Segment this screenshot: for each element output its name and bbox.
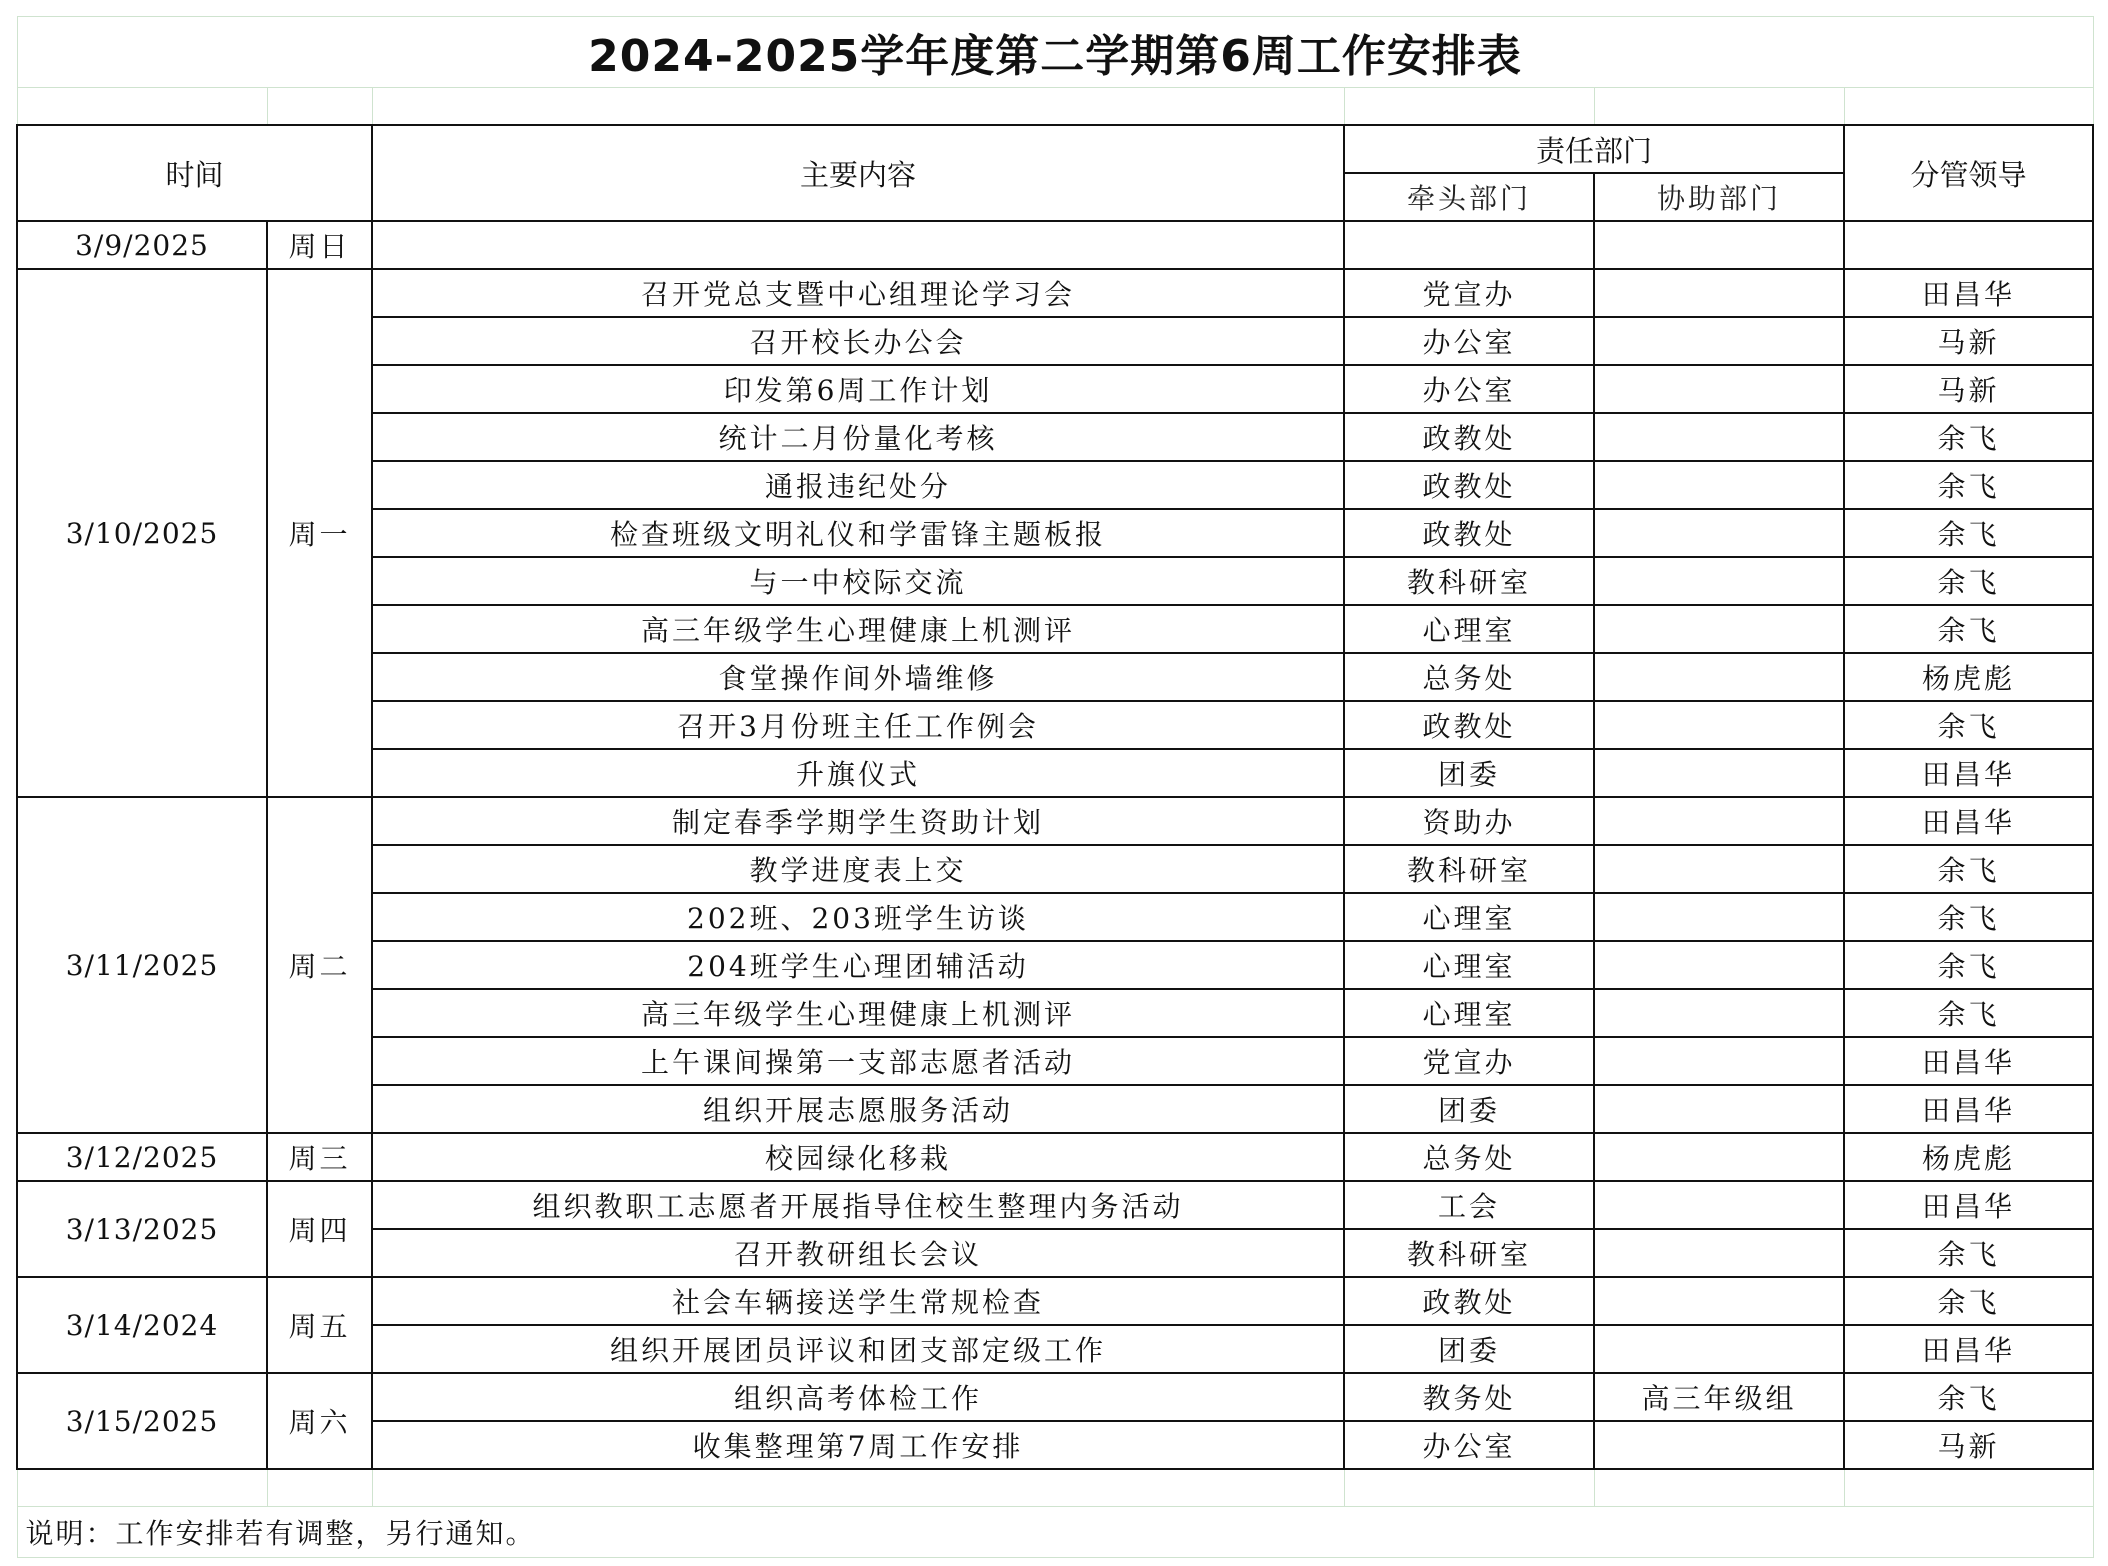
cell-date: 3/15/2025 <box>17 1373 267 1469</box>
cell-lead-dept: 教科研室 <box>1344 1229 1594 1277</box>
cell-content: 校园绿化移栽 <box>372 1133 1344 1181</box>
cell-leader: 余飞 <box>1844 605 2093 653</box>
title-row <box>17 17 2093 88</box>
cell-assist-dept <box>1594 1277 1844 1325</box>
cell-weekday: 周六 <box>267 1373 372 1469</box>
table-row <box>17 797 2093 845</box>
header-time: 时间 <box>17 125 372 221</box>
cell-lead-dept: 教务处 <box>1344 1373 1594 1421</box>
cell-leader <box>1844 221 2093 269</box>
cell-leader: 余飞 <box>1844 461 2093 509</box>
cell-content: 组织教职工志愿者开展指导住校生整理内务活动 <box>372 1181 1344 1229</box>
cell-leader: 田昌华 <box>1844 1037 2093 1085</box>
table-row <box>17 1277 2093 1325</box>
cell-lead-dept: 教科研室 <box>1344 557 1594 605</box>
cell-content: 组织开展志愿服务活动 <box>372 1085 1344 1133</box>
cell-content: 食堂操作间外墙维修 <box>372 653 1344 701</box>
header-content: 主要内容 <box>372 125 1344 221</box>
cell-leader: 田昌华 <box>1844 1181 2093 1229</box>
cell-content: 组织开展团员评议和团支部定级工作 <box>372 1325 1344 1373</box>
cell-content: 通报违纪处分 <box>372 461 1344 509</box>
cell-leader: 余飞 <box>1844 845 2093 893</box>
cell-content: 收集整理第7周工作安排 <box>372 1421 1344 1469</box>
cell-lead-dept: 团委 <box>1344 1325 1594 1373</box>
cell-leader: 马新 <box>1844 365 2093 413</box>
cell-lead-dept: 办公室 <box>1344 1421 1594 1469</box>
cell-content: 检查班级文明礼仪和学雷锋主题板报 <box>372 509 1344 557</box>
cell-assist-dept <box>1594 749 1844 797</box>
header-assist-dept: 协助部门 <box>1594 173 1844 221</box>
cell-assist-dept <box>1594 797 1844 845</box>
cell-assist-dept <box>1594 1229 1844 1277</box>
cell-assist-dept <box>1594 1133 1844 1181</box>
cell-assist-dept <box>1594 557 1844 605</box>
cell-content <box>372 221 1344 269</box>
cell-weekday: 周二 <box>267 797 372 1133</box>
table-row <box>17 221 2093 269</box>
cell-lead-dept: 党宣办 <box>1344 1037 1594 1085</box>
cell-leader: 余飞 <box>1844 1373 2093 1421</box>
cell-lead-dept <box>1344 221 1594 269</box>
cell-lead-dept: 团委 <box>1344 749 1594 797</box>
cell-leader: 余飞 <box>1844 941 2093 989</box>
cell-assist-dept <box>1594 653 1844 701</box>
cell-date: 3/9/2025 <box>17 221 267 269</box>
cell-content: 统计二月份量化考核 <box>372 413 1344 461</box>
cell-assist-dept <box>1594 989 1844 1037</box>
cell-leader: 马新 <box>1844 317 2093 365</box>
cell-content: 教学进度表上交 <box>372 845 1344 893</box>
cell-content: 高三年级学生心理健康上机测评 <box>372 605 1344 653</box>
cell-content: 组织高考体检工作 <box>372 1373 1344 1421</box>
cell-leader: 余飞 <box>1844 1229 2093 1277</box>
cell-lead-dept: 总务处 <box>1344 1133 1594 1181</box>
cell-leader: 田昌华 <box>1844 269 2093 317</box>
cell-lead-dept: 资助办 <box>1344 797 1594 845</box>
cell-content: 召开教研组长会议 <box>372 1229 1344 1277</box>
spacer-row <box>17 88 2093 126</box>
cell-assist-dept <box>1594 893 1844 941</box>
cell-content: 制定春季学期学生资助计划 <box>372 797 1344 845</box>
page-title: 2024-2025学年度第二学期第6周工作安排表 <box>17 17 2093 88</box>
cell-lead-dept: 心理室 <box>1344 893 1594 941</box>
cell-weekday: 周五 <box>267 1277 372 1373</box>
cell-assist-dept <box>1594 701 1844 749</box>
cell-assist-dept <box>1594 1085 1844 1133</box>
cell-content: 高三年级学生心理健康上机测评 <box>372 989 1344 1037</box>
cell-content: 与一中校际交流 <box>372 557 1344 605</box>
cell-lead-dept: 政教处 <box>1344 461 1594 509</box>
cell-assist-dept <box>1594 1421 1844 1469</box>
cell-content: 上午课间操第一支部志愿者活动 <box>372 1037 1344 1085</box>
cell-date: 3/12/2025 <box>17 1133 267 1181</box>
header-department: 责任部门 <box>1344 125 1844 173</box>
cell-leader: 余飞 <box>1844 1277 2093 1325</box>
schedule-table <box>16 16 2094 1558</box>
cell-assist-dept <box>1594 941 1844 989</box>
cell-leader: 田昌华 <box>1844 1085 2093 1133</box>
cell-leader: 田昌华 <box>1844 749 2093 797</box>
cell-leader: 余飞 <box>1844 413 2093 461</box>
spacer-row <box>17 1469 2093 1507</box>
cell-assist-dept <box>1594 365 1844 413</box>
cell-assist-dept <box>1594 221 1844 269</box>
header-row-1 <box>17 125 2093 173</box>
cell-assist-dept <box>1594 845 1844 893</box>
cell-lead-dept: 总务处 <box>1344 653 1594 701</box>
cell-assist-dept <box>1594 1325 1844 1373</box>
table-row <box>17 269 2093 317</box>
schedule-sheet <box>16 16 2092 1558</box>
cell-content: 社会车辆接送学生常规检查 <box>372 1277 1344 1325</box>
cell-lead-dept: 心理室 <box>1344 989 1594 1037</box>
cell-lead-dept: 办公室 <box>1344 365 1594 413</box>
cell-date: 3/14/2024 <box>17 1277 267 1373</box>
cell-content: 204班学生心理团辅活动 <box>372 941 1344 989</box>
cell-lead-dept: 教科研室 <box>1344 845 1594 893</box>
header-leader: 分管领导 <box>1844 125 2093 221</box>
cell-leader: 余飞 <box>1844 893 2093 941</box>
cell-leader: 田昌华 <box>1844 1325 2093 1373</box>
cell-content: 印发第6周工作计划 <box>372 365 1344 413</box>
cell-leader: 余飞 <box>1844 557 2093 605</box>
cell-leader: 余飞 <box>1844 509 2093 557</box>
table-row <box>17 1181 2093 1229</box>
cell-assist-dept <box>1594 269 1844 317</box>
cell-lead-dept: 心理室 <box>1344 605 1594 653</box>
cell-assist-dept: 高三年级组 <box>1594 1373 1844 1421</box>
table-row <box>17 1373 2093 1421</box>
cell-lead-dept: 政教处 <box>1344 1277 1594 1325</box>
cell-date: 3/13/2025 <box>17 1181 267 1277</box>
cell-assist-dept <box>1594 1037 1844 1085</box>
cell-weekday: 周一 <box>267 269 372 797</box>
note-row <box>17 1507 2093 1558</box>
cell-leader: 田昌华 <box>1844 797 2093 845</box>
cell-leader: 杨虎彪 <box>1844 1133 2093 1181</box>
cell-date: 3/10/2025 <box>17 269 267 797</box>
cell-assist-dept <box>1594 317 1844 365</box>
header-lead-dept: 牵头部门 <box>1344 173 1594 221</box>
cell-weekday: 周三 <box>267 1133 372 1181</box>
cell-date: 3/11/2025 <box>17 797 267 1133</box>
cell-lead-dept: 办公室 <box>1344 317 1594 365</box>
cell-lead-dept: 心理室 <box>1344 941 1594 989</box>
cell-weekday: 周日 <box>267 221 372 269</box>
cell-lead-dept: 政教处 <box>1344 509 1594 557</box>
cell-leader: 马新 <box>1844 1421 2093 1469</box>
footnote: 说明：工作安排若有调整，另行通知。 <box>17 1507 2093 1558</box>
cell-assist-dept <box>1594 413 1844 461</box>
cell-lead-dept: 政教处 <box>1344 701 1594 749</box>
cell-content: 202班、203班学生访谈 <box>372 893 1344 941</box>
cell-assist-dept <box>1594 1181 1844 1229</box>
cell-content: 召开党总支暨中心组理论学习会 <box>372 269 1344 317</box>
cell-assist-dept <box>1594 509 1844 557</box>
cell-lead-dept: 工会 <box>1344 1181 1594 1229</box>
cell-assist-dept <box>1594 461 1844 509</box>
cell-lead-dept: 党宣办 <box>1344 269 1594 317</box>
cell-assist-dept <box>1594 605 1844 653</box>
cell-leader: 余飞 <box>1844 989 2093 1037</box>
cell-lead-dept: 团委 <box>1344 1085 1594 1133</box>
cell-lead-dept: 政教处 <box>1344 413 1594 461</box>
cell-leader: 杨虎彪 <box>1844 653 2093 701</box>
cell-weekday: 周四 <box>267 1181 372 1277</box>
cell-leader: 余飞 <box>1844 701 2093 749</box>
cell-content: 召开3月份班主任工作例会 <box>372 701 1344 749</box>
cell-content: 召开校长办公会 <box>372 317 1344 365</box>
cell-content: 升旗仪式 <box>372 749 1344 797</box>
table-row <box>17 1133 2093 1181</box>
